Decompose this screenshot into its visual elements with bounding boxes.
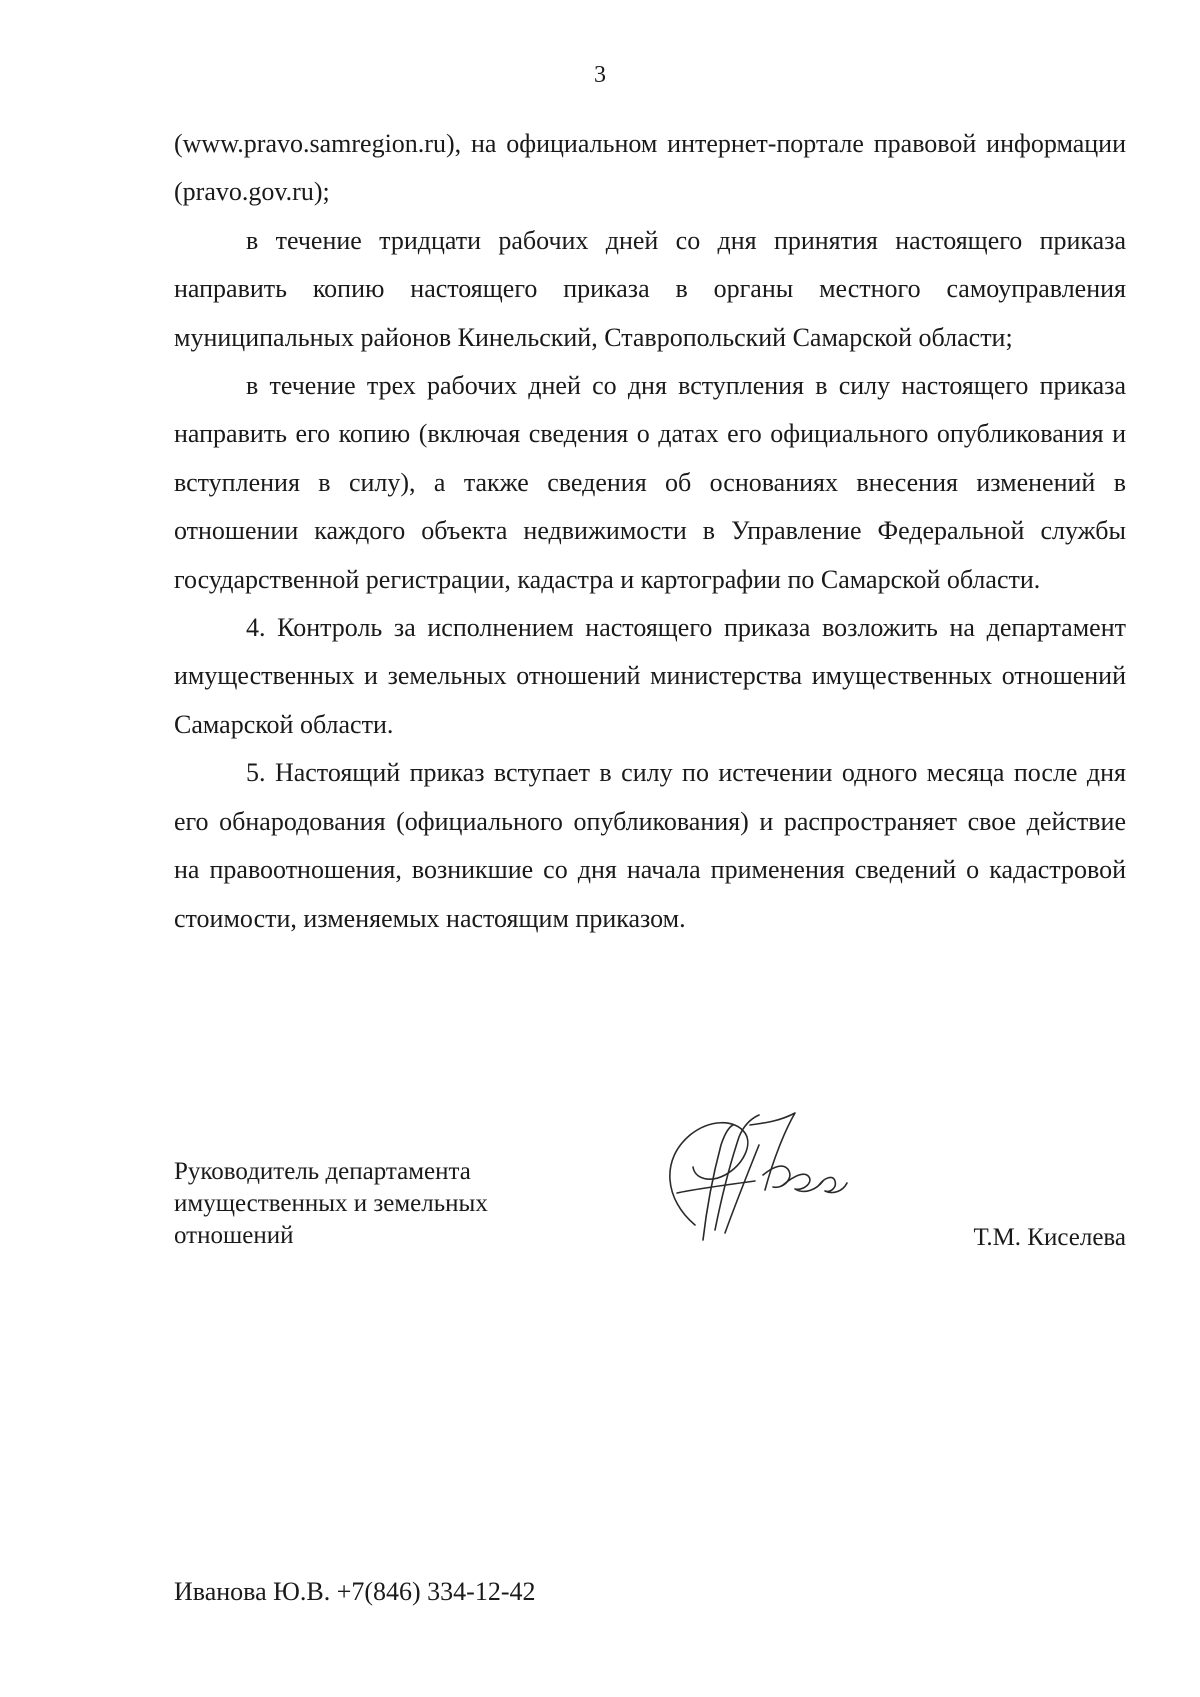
document-body <box>174 120 1126 943</box>
signatory-name: Т.М. Киселева <box>973 1224 1126 1251</box>
paragraph-control-clause: 4. Контроль за исполнением настоящего приказа возложить на департамент имущественных и земельных отношений министерства имущественных отношений Самарской области. <box>174 613 1126 739</box>
paragraph-publication-continuation: (www.pravo.samregion.ru), на официальном интернет-портале правовой информации (pravo.gov.ru); <box>174 129 1126 207</box>
signatory-position-line: Руководитель департамента <box>174 1158 471 1185</box>
contact-person: Иванова Ю.В. +7(846) 334-12-42 <box>174 1577 536 1606</box>
signatory-position-line: отношений <box>174 1222 294 1249</box>
page-number: 3 <box>594 62 606 88</box>
paragraph-copy-to-rosreestr: в течение трех рабочих дней со дня вступления в силу настоящего приказа направить его копию (включая сведения о датах его официального опубликования и вступления в силу), а также сведения об основаниях внесения изменений в отношении каждого объекта недвижимости в Управление Федеральной службы государственной регистрации, кадастра и картографии по Самарской области. <box>174 371 1126 594</box>
paragraph-copy-to-local-government: в течение тридцати рабочих дней со дня принятия настоящего приказа направить копию настоящего приказа в органы местного самоуправления муниципальных районов Кинельский, Ставропольский Самарской области; <box>174 225 1126 352</box>
paragraph-entry-into-force: 5. Настоящий приказ вступает в силу по истечении одного месяца после дня его обнародования (официального опубликования) и распространяет свое действие на правоотношения, возникшие со дня начала применения сведений о кадастровой стоимости, изменяемых настоящим приказом. <box>174 758 1126 933</box>
signatory-position-line: имущественных и земельных <box>174 1190 488 1217</box>
signatory-position <box>174 1156 594 1252</box>
